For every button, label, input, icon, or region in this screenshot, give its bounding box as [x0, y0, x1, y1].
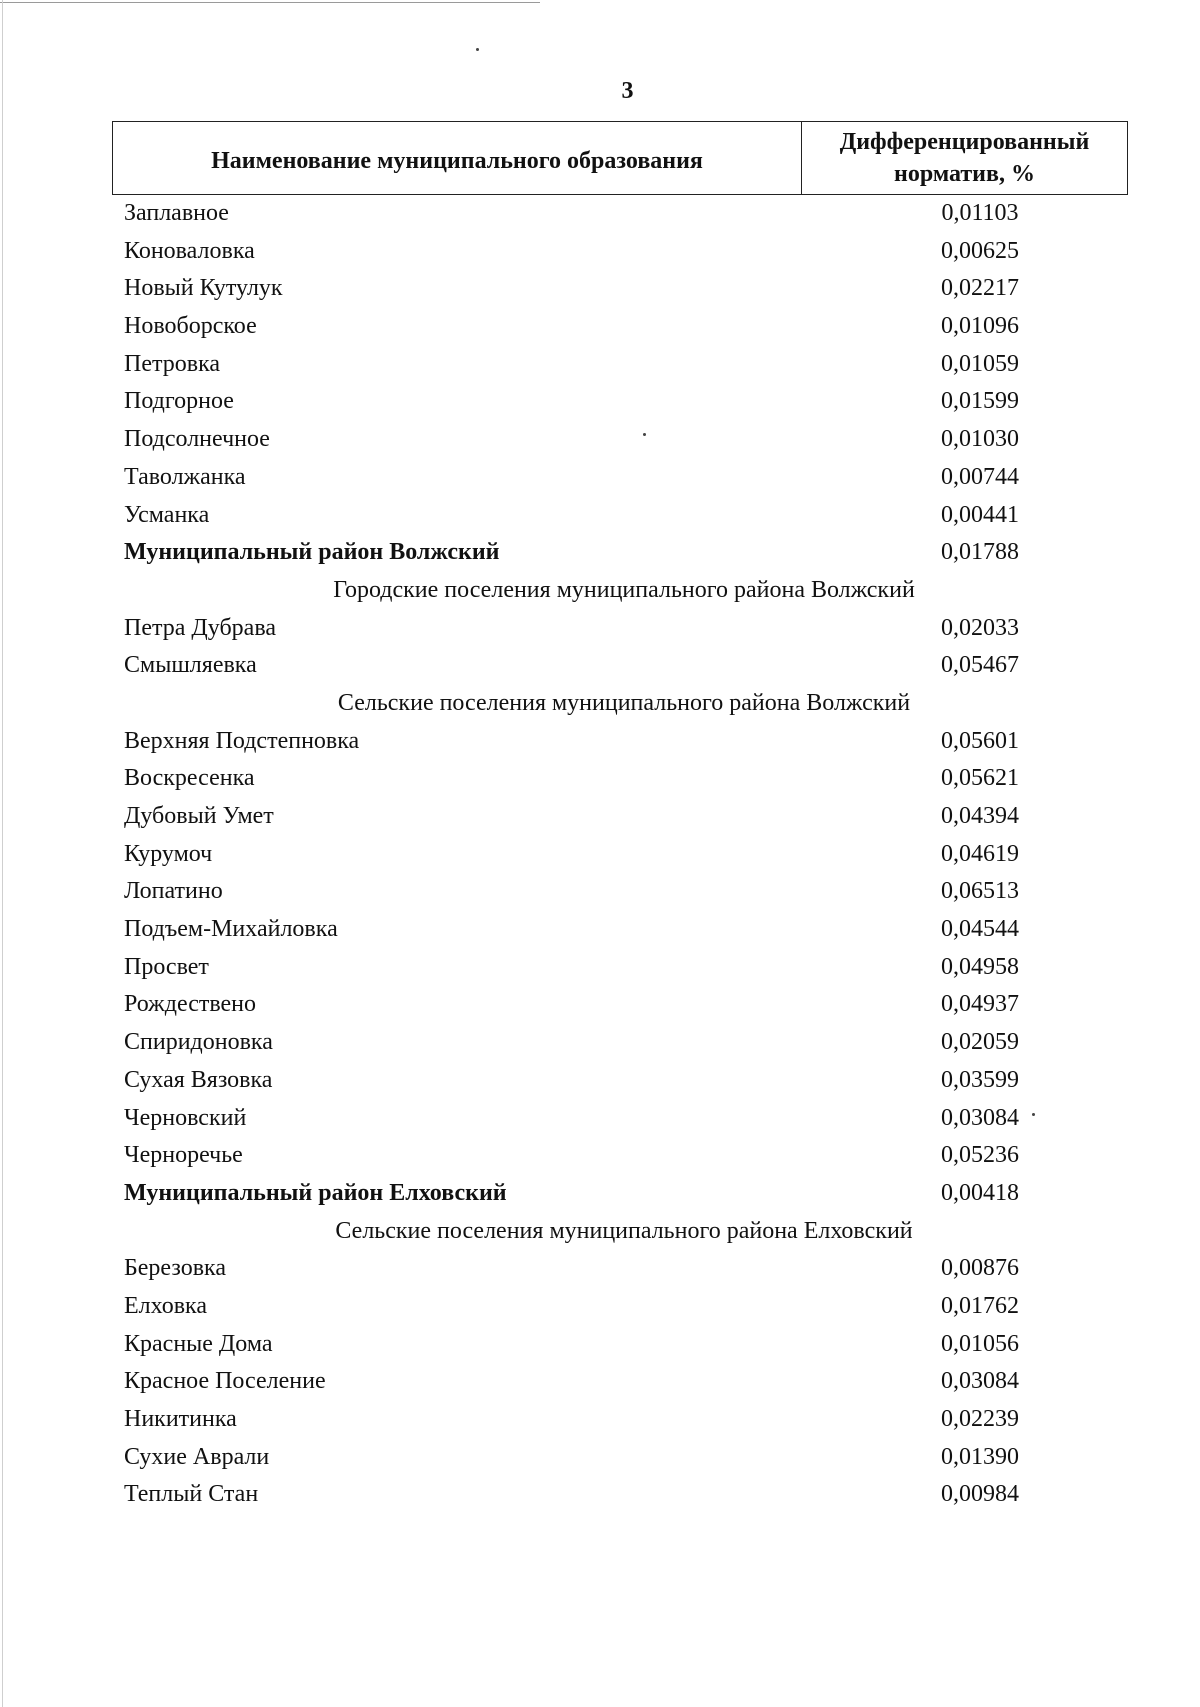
municipality-name: Черноречье	[124, 1142, 243, 1169]
municipality-name: Красные Дома	[124, 1330, 273, 1357]
table-row	[124, 1062, 1024, 1100]
municipality-name: Курумоч	[124, 840, 213, 867]
table-row	[124, 270, 1024, 308]
header-norm-column	[802, 122, 1127, 194]
municipality-name: Красное Поселение	[124, 1368, 326, 1395]
scan-speck	[643, 433, 646, 436]
norm-value: 0,03084	[941, 1104, 1019, 1131]
municipality-name: Коноваловка	[124, 237, 255, 264]
table-row	[124, 1100, 1024, 1138]
norm-value: 0,05621	[941, 765, 1019, 792]
norm-value: 0,04619	[941, 840, 1019, 867]
table-row	[124, 873, 1024, 911]
municipality-name: Черновский	[124, 1104, 247, 1131]
table-row	[124, 798, 1024, 836]
norm-value: 0,02059	[941, 1029, 1019, 1056]
header-name-column: Наименование муниципального образования	[113, 122, 802, 194]
norm-value: 0,01762	[941, 1292, 1019, 1319]
table-row	[124, 949, 1024, 987]
municipality-name: Муниципальный район Елховский	[124, 1179, 507, 1206]
table-body	[124, 195, 1024, 1514]
municipality-name: Верхняя Подстепновка	[124, 727, 360, 754]
municipality-name: Дубовый Умет	[124, 803, 274, 829]
norm-value: 0,01788	[941, 539, 1019, 566]
group-heading-row	[124, 685, 1024, 723]
municipality-name: Рождествено	[124, 991, 257, 1018]
municipality-name: Заплавное	[124, 200, 229, 226]
table-row	[124, 836, 1024, 874]
table-row	[124, 308, 1024, 346]
norm-value: 0,01030	[941, 426, 1019, 453]
municipality-name: Воскресенка	[124, 765, 255, 792]
municipality-name: Елховка	[124, 1292, 208, 1319]
header-norm-line2: норматив, %	[894, 161, 1035, 187]
table-row	[124, 1363, 1024, 1401]
table-row	[124, 647, 1024, 685]
norm-value: 0,01096	[941, 313, 1019, 340]
scan-edge-top	[0, 2, 540, 3]
norm-value: 0,01059	[941, 350, 1019, 377]
norm-value: 0,04544	[941, 916, 1019, 943]
table-row	[124, 497, 1024, 535]
scan-edge-left	[2, 0, 3, 1707]
municipality-name: Новый Кутулук	[124, 275, 283, 302]
table-row	[124, 760, 1024, 798]
municipality-name: Подъем-Михайловка	[124, 916, 338, 943]
norm-value: 0,00744	[941, 463, 1019, 490]
municipality-name: Березовка	[124, 1255, 226, 1282]
table-row	[124, 986, 1024, 1024]
table-row	[124, 1439, 1024, 1477]
norm-value: 0,03084	[941, 1368, 1019, 1395]
district-row	[124, 534, 1024, 572]
municipality-name: Таволжанка	[124, 463, 246, 490]
district-row	[124, 1175, 1024, 1213]
municipality-name: Лопатино	[124, 878, 223, 905]
norm-value: 0,06513	[941, 878, 1019, 905]
table-row	[124, 383, 1024, 421]
norm-value: 0,03599	[941, 1066, 1019, 1093]
table-row	[124, 459, 1024, 497]
norm-value: 0,00625	[941, 237, 1019, 264]
municipality-name: Смышляевка	[124, 652, 257, 679]
municipality-name: Подгорное	[124, 388, 234, 415]
table-row	[124, 233, 1024, 271]
norm-value: 0,02239	[941, 1406, 1019, 1432]
norm-value: 0,05601	[941, 727, 1019, 754]
norm-value: 0,00984	[941, 1481, 1019, 1508]
norm-value: 0,04958	[941, 953, 1019, 980]
municipality-name: Усманка	[124, 501, 210, 528]
norm-value: 0,00441	[941, 501, 1019, 528]
norm-value: 0,05467	[941, 652, 1019, 679]
table-row	[124, 723, 1024, 761]
municipality-name: Петровка	[124, 350, 221, 377]
group-heading: Сельские поселения муниципального района Елховский	[335, 1217, 913, 1244]
table-row	[124, 421, 1024, 459]
municipality-name: Никитинка	[124, 1406, 237, 1432]
norm-value: 0,02217	[941, 275, 1019, 302]
group-heading: Сельские поселения муниципального района Волжский	[337, 689, 911, 716]
table-row	[124, 911, 1024, 949]
header-norm-line1: Дифференцированный	[839, 129, 1090, 155]
municipality-name: Теплый Стан	[124, 1481, 259, 1508]
table-row	[124, 1476, 1024, 1514]
table-row	[124, 610, 1024, 648]
norm-value: 0,01390	[941, 1443, 1019, 1470]
scan-speck	[476, 48, 479, 51]
norm-value: 0,04937	[941, 991, 1019, 1018]
norm-value: 0,01599	[941, 388, 1019, 415]
norm-value: 0,00418	[941, 1179, 1019, 1206]
municipality-name: Муниципальный район Волжский	[124, 539, 500, 566]
page-number: 3	[621, 78, 634, 104]
scan-speck	[1032, 1113, 1035, 1116]
table-row	[124, 1137, 1024, 1175]
norm-value: 0,05236	[941, 1142, 1019, 1169]
norm-value: 0,01103	[941, 200, 1019, 226]
norm-value: 0,04394	[941, 803, 1019, 829]
table-row	[124, 1024, 1024, 1062]
norm-value: 0,00876	[941, 1255, 1019, 1282]
municipality-name: Сухие Аврали	[124, 1443, 270, 1470]
group-heading-row	[124, 572, 1024, 610]
municipality-name: Новоборское	[124, 313, 257, 340]
municipality-name: Просвет	[124, 953, 209, 980]
table-row	[124, 195, 1024, 233]
group-heading: Городские поселения муниципального района Волжский	[333, 576, 915, 603]
table-row	[124, 1401, 1024, 1439]
municipality-name: Подсолнечное	[124, 426, 270, 453]
norm-value: 0,02033	[941, 614, 1019, 641]
group-heading-row	[124, 1213, 1024, 1251]
table-row	[124, 1288, 1024, 1326]
municipality-name: Спиридоновка	[124, 1029, 273, 1056]
municipality-name: Сухая Вязовка	[124, 1066, 273, 1093]
table-row	[124, 1250, 1024, 1288]
municipality-name: Петра Дубрава	[124, 614, 277, 641]
table-header	[112, 121, 1128, 195]
norm-value: 0,01056	[941, 1330, 1019, 1357]
table-row	[124, 346, 1024, 384]
table-row	[124, 1326, 1024, 1364]
